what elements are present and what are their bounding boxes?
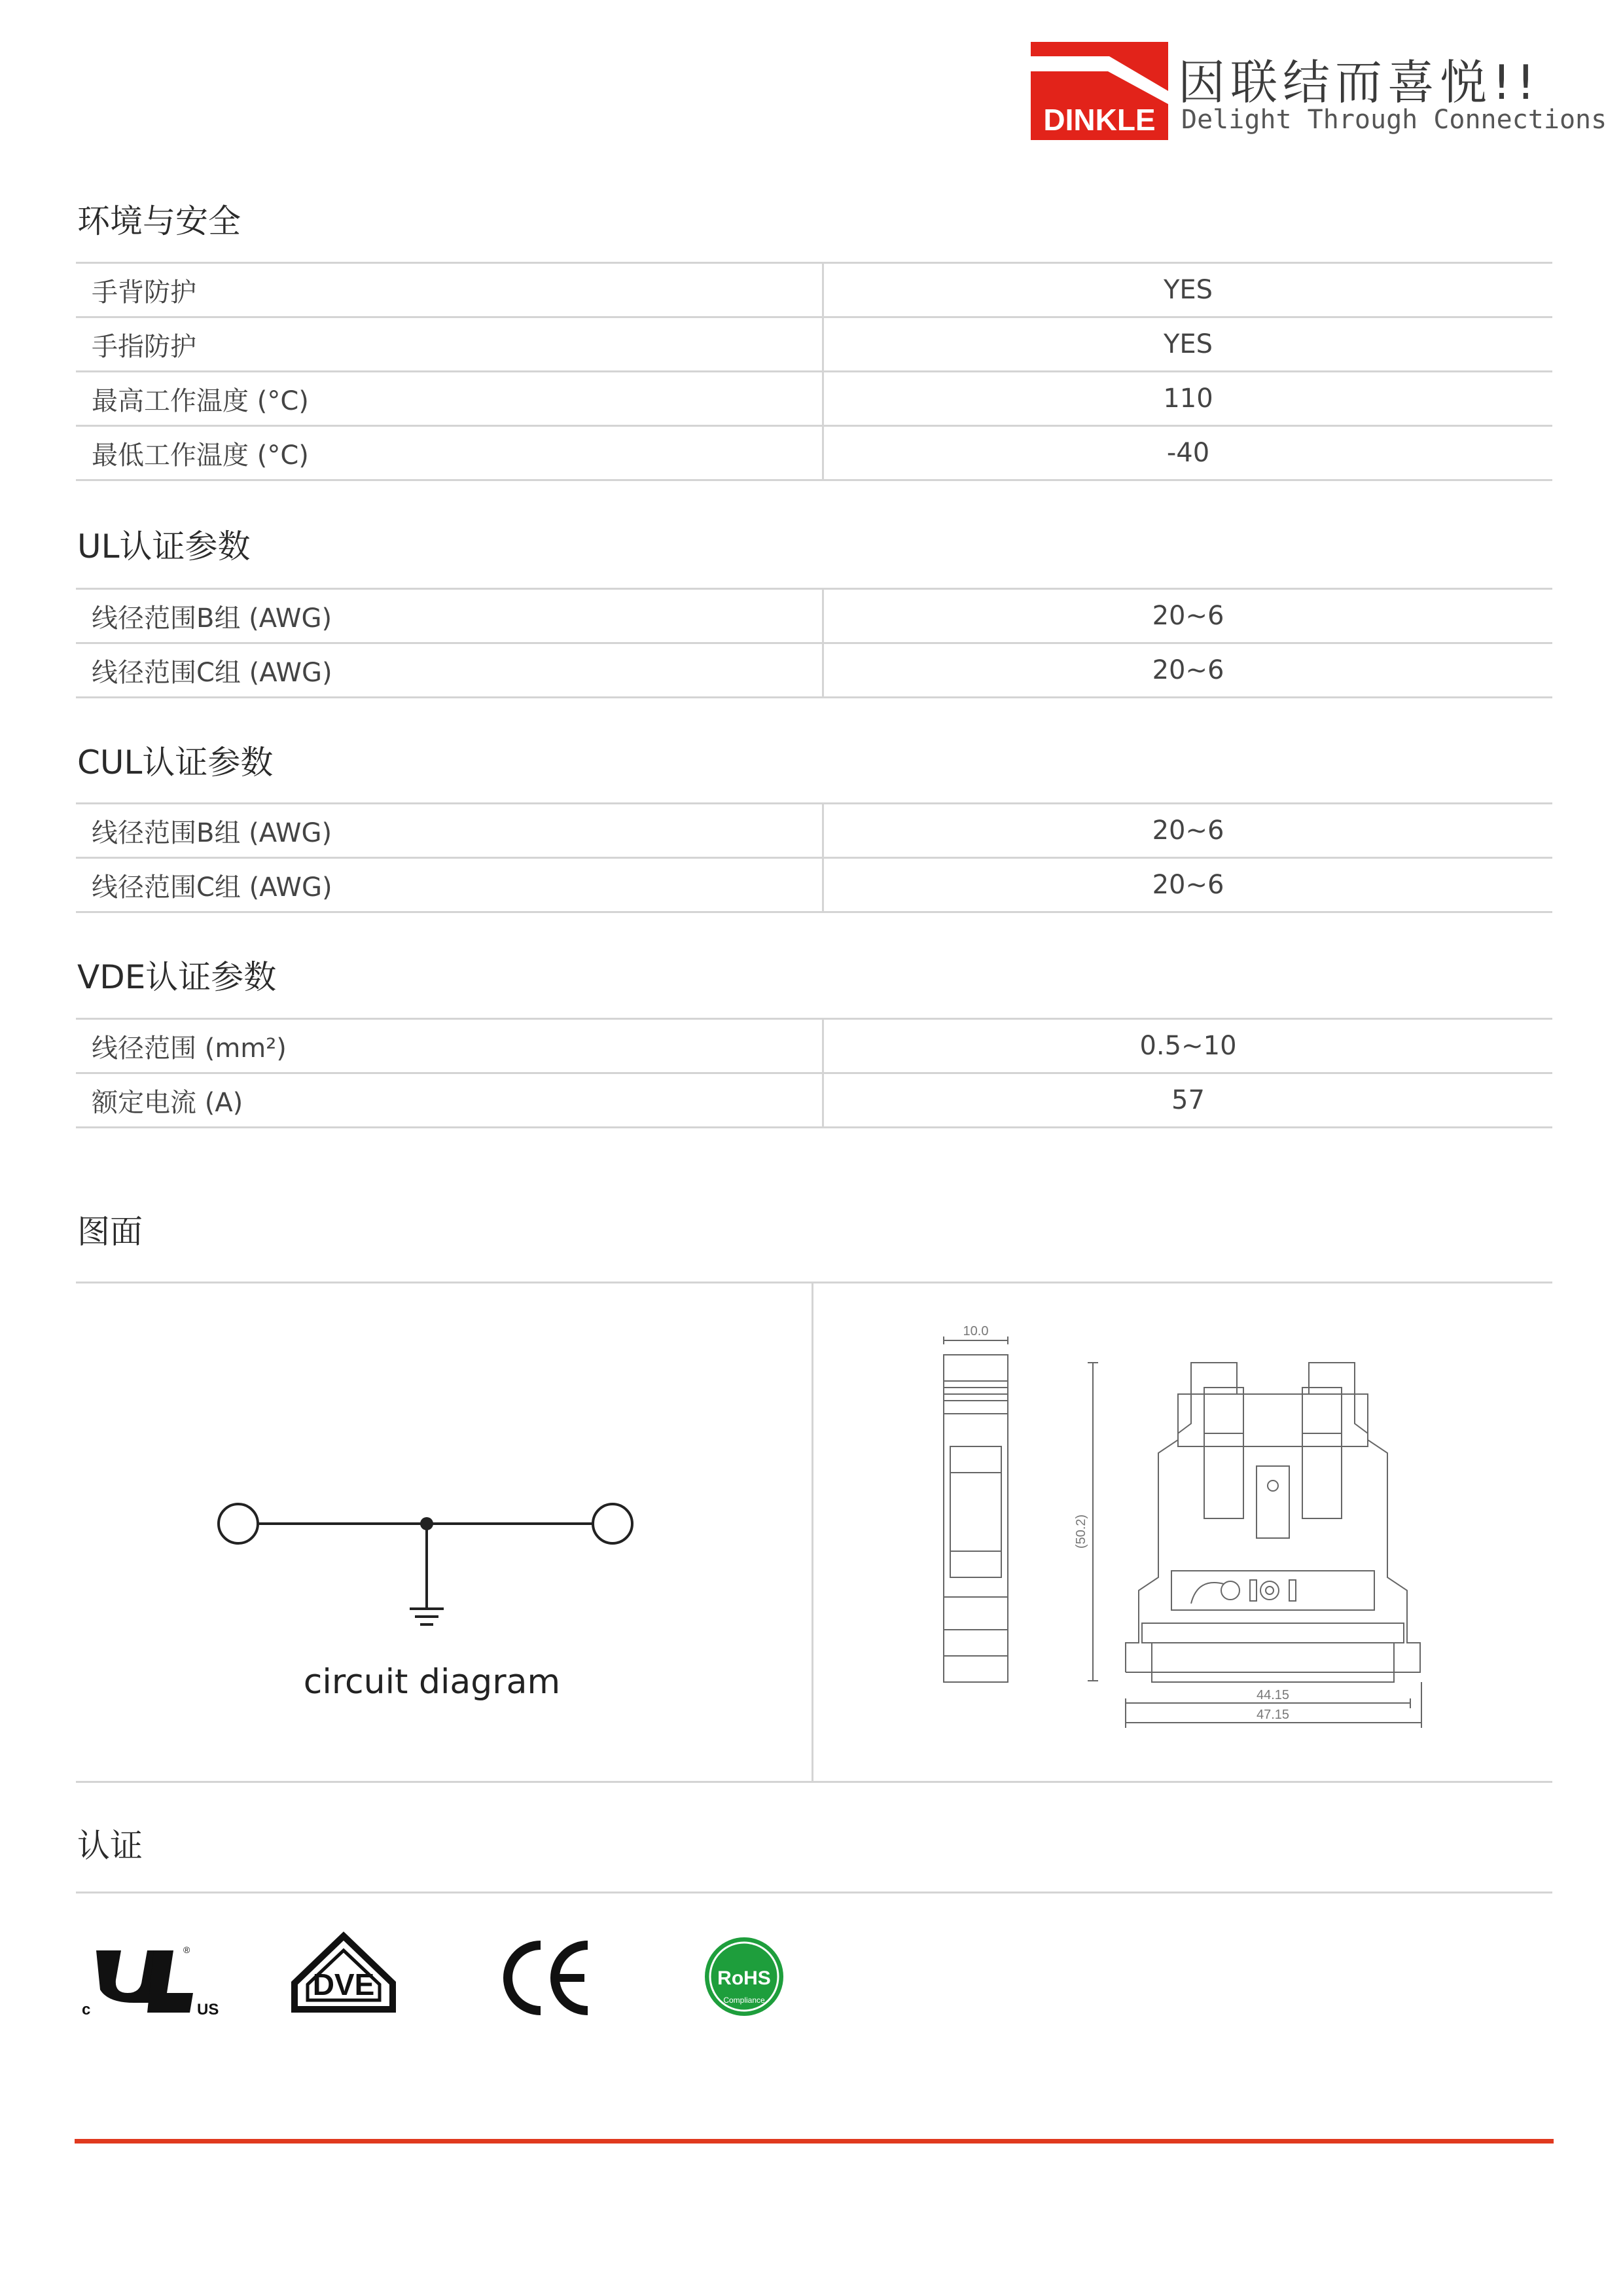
footer-line <box>75 2139 1554 2144</box>
circuit-caption: circuit diagram <box>303 1662 561 1702</box>
row-label: 线径范围B组 (AWG) <box>76 589 823 643</box>
section-title-ul: UL认证参数 <box>77 528 251 565</box>
width-dimensions <box>1126 1682 1421 1728</box>
cul-table <box>76 802 1552 913</box>
front-view <box>1126 1363 1420 1682</box>
row-value: 0.5~10 <box>823 1019 1553 1073</box>
dim-width: 10.0 <box>963 1324 989 1338</box>
rohs-logo <box>702 1931 787 2022</box>
vde-table <box>76 1018 1552 1128</box>
svg-text:c: c <box>82 2001 91 2018</box>
row-value: -40 <box>823 426 1553 480</box>
table-row <box>76 589 1552 643</box>
row-label: 手指防护 <box>76 317 823 372</box>
row-label: 最高工作温度 (°C) <box>76 372 823 426</box>
row-value: YES <box>823 317 1553 372</box>
row-label: 额定电流 (A) <box>76 1073 823 1128</box>
row-label: 线径范围B组 (AWG) <box>76 804 823 858</box>
row-label: 线径范围C组 (AWG) <box>76 643 823 698</box>
rohs-sub-text: Compliance <box>723 1996 765 2005</box>
row-value: 20~6 <box>823 589 1553 643</box>
terminal-right <box>593 1504 632 1543</box>
slogan-chinese: 因联结而喜悦!! <box>1178 55 1541 110</box>
dim-height: (50.2) <box>1074 1514 1088 1549</box>
slogan-english: Delight Through Connections <box>1181 105 1607 135</box>
ul-table <box>76 588 1552 698</box>
svg-text:®: ® <box>183 1945 190 1955</box>
cert-divider <box>76 1892 1552 1893</box>
vde-logo <box>288 1931 399 2022</box>
dimension-drawing <box>916 1316 1440 1734</box>
row-value: 20~6 <box>823 804 1553 858</box>
section-title-vde: VDE认证参数 <box>77 958 277 996</box>
table-row <box>76 317 1552 372</box>
side-view <box>944 1324 1008 1682</box>
row-label: 线径范围C组 (AWG) <box>76 858 823 912</box>
svg-text:DVE: DVE <box>312 1967 375 2001</box>
svg-text:US: US <box>197 2001 219 2018</box>
dinkle-logo <box>1031 42 1168 140</box>
env-table <box>76 262 1552 481</box>
table-row <box>76 804 1552 858</box>
dim-w1: 44.15 <box>1256 1688 1290 1702</box>
row-label: 最低工作温度 (°C) <box>76 426 823 480</box>
table-row <box>76 643 1552 698</box>
row-value: YES <box>823 263 1553 317</box>
dim-w2: 47.15 <box>1256 1708 1290 1722</box>
row-value: 57 <box>823 1073 1553 1128</box>
table-row <box>76 263 1552 317</box>
circuit-diagram-svg <box>196 1479 668 1649</box>
height-dimension <box>1074 1363 1098 1681</box>
table-row <box>76 1019 1552 1073</box>
logo-brand-text: DINKLE <box>1043 103 1156 137</box>
table-row <box>76 426 1552 480</box>
drawing-divider <box>812 1282 813 1781</box>
table-row <box>76 372 1552 426</box>
row-label: 线径范围 (mm²) <box>76 1019 823 1073</box>
table-row <box>76 1073 1552 1128</box>
section-title-drawing: 图面 <box>77 1213 143 1251</box>
circuit-diagram <box>196 1479 668 1649</box>
section-title-env: 环境与安全 <box>77 202 241 240</box>
rohs-text: RoHS <box>717 1967 771 1989</box>
section-title-cul: CUL认证参数 <box>77 744 274 781</box>
row-label: 手背防护 <box>76 263 823 317</box>
row-value: 20~6 <box>823 643 1553 698</box>
terminal-left <box>219 1504 258 1543</box>
ce-logo <box>496 1931 594 2022</box>
ul-logo <box>82 1931 219 2022</box>
row-value: 110 <box>823 372 1553 426</box>
section-title-cert: 认证 <box>77 1827 143 1865</box>
row-value: 20~6 <box>823 858 1553 912</box>
table-row <box>76 858 1552 912</box>
